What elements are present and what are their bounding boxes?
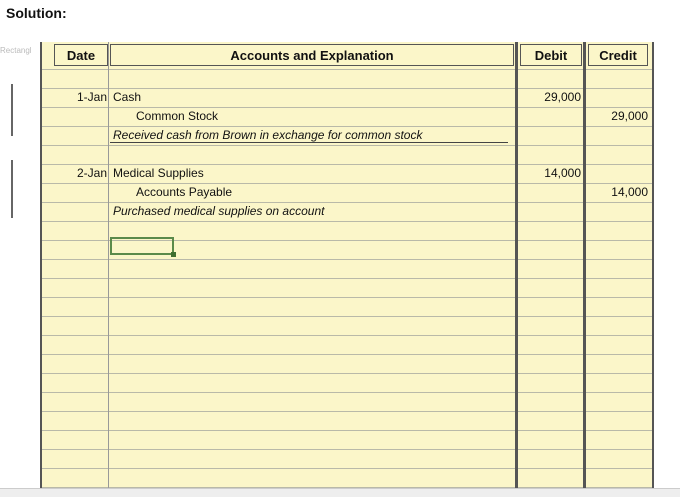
entry-1-debit-account[interactable]: Cash bbox=[113, 90, 142, 104]
grid-row-line bbox=[42, 373, 652, 374]
selected-cell[interactable] bbox=[110, 237, 174, 255]
grid-row-line bbox=[42, 183, 652, 184]
grid-row-line bbox=[42, 107, 652, 108]
shape-label: Rectangl bbox=[0, 46, 32, 55]
entry-2-credit[interactable]: 14,000 bbox=[611, 185, 648, 199]
date-column-divider bbox=[108, 42, 109, 488]
debit-column-divider bbox=[515, 42, 518, 488]
entry-2-debit-account[interactable]: Medical Supplies bbox=[113, 166, 204, 180]
grid-row-line bbox=[42, 335, 652, 336]
grid-row-line bbox=[42, 69, 652, 70]
entry-1-date[interactable]: 1-Jan bbox=[76, 90, 107, 104]
grid-row-line bbox=[42, 297, 652, 298]
explanation-underline bbox=[110, 142, 508, 143]
entry-2-date[interactable]: 2-Jan bbox=[76, 166, 107, 180]
entry-1-credit-account[interactable]: Common Stock bbox=[136, 109, 219, 123]
entry-2-explanation[interactable]: Purchased medical supplies on account bbox=[113, 204, 325, 218]
journal-sheet[interactable] bbox=[40, 42, 654, 488]
grid-row-line bbox=[42, 392, 652, 393]
grid-row-line bbox=[42, 88, 652, 89]
grid-row-line bbox=[42, 411, 652, 412]
grid-row-line bbox=[42, 145, 652, 146]
grid-row-line bbox=[42, 468, 652, 469]
grid-row-line bbox=[42, 202, 652, 203]
grid-row-line bbox=[42, 316, 652, 317]
header-accounts[interactable]: Accounts and Explanation bbox=[110, 44, 514, 66]
entry-2-credit-account[interactable]: Accounts Payable bbox=[136, 185, 233, 199]
grid-row-line bbox=[42, 259, 652, 260]
margin-marker bbox=[11, 84, 13, 136]
entry-2-debit[interactable]: 14,000 bbox=[544, 166, 581, 180]
header-credit[interactable]: Credit bbox=[588, 44, 648, 66]
grid-row-line bbox=[42, 278, 652, 279]
grid-row-line bbox=[42, 126, 652, 127]
solution-title: Solution: bbox=[6, 5, 67, 21]
grid-row-line bbox=[42, 221, 652, 222]
header-date[interactable]: Date bbox=[54, 44, 108, 66]
grid-row-line bbox=[42, 430, 652, 431]
entry-1-credit[interactable]: 29,000 bbox=[611, 109, 648, 123]
margin-marker bbox=[11, 160, 13, 218]
entry-1-explanation[interactable]: Received cash from Brown in exchange for common stock bbox=[113, 128, 423, 142]
header-debit[interactable]: Debit bbox=[520, 44, 582, 66]
fill-handle[interactable] bbox=[171, 252, 176, 257]
grid-row-line bbox=[42, 354, 652, 355]
grid-row-line bbox=[42, 164, 652, 165]
grid-row-line bbox=[42, 449, 652, 450]
entry-1-debit[interactable]: 29,000 bbox=[544, 90, 581, 104]
